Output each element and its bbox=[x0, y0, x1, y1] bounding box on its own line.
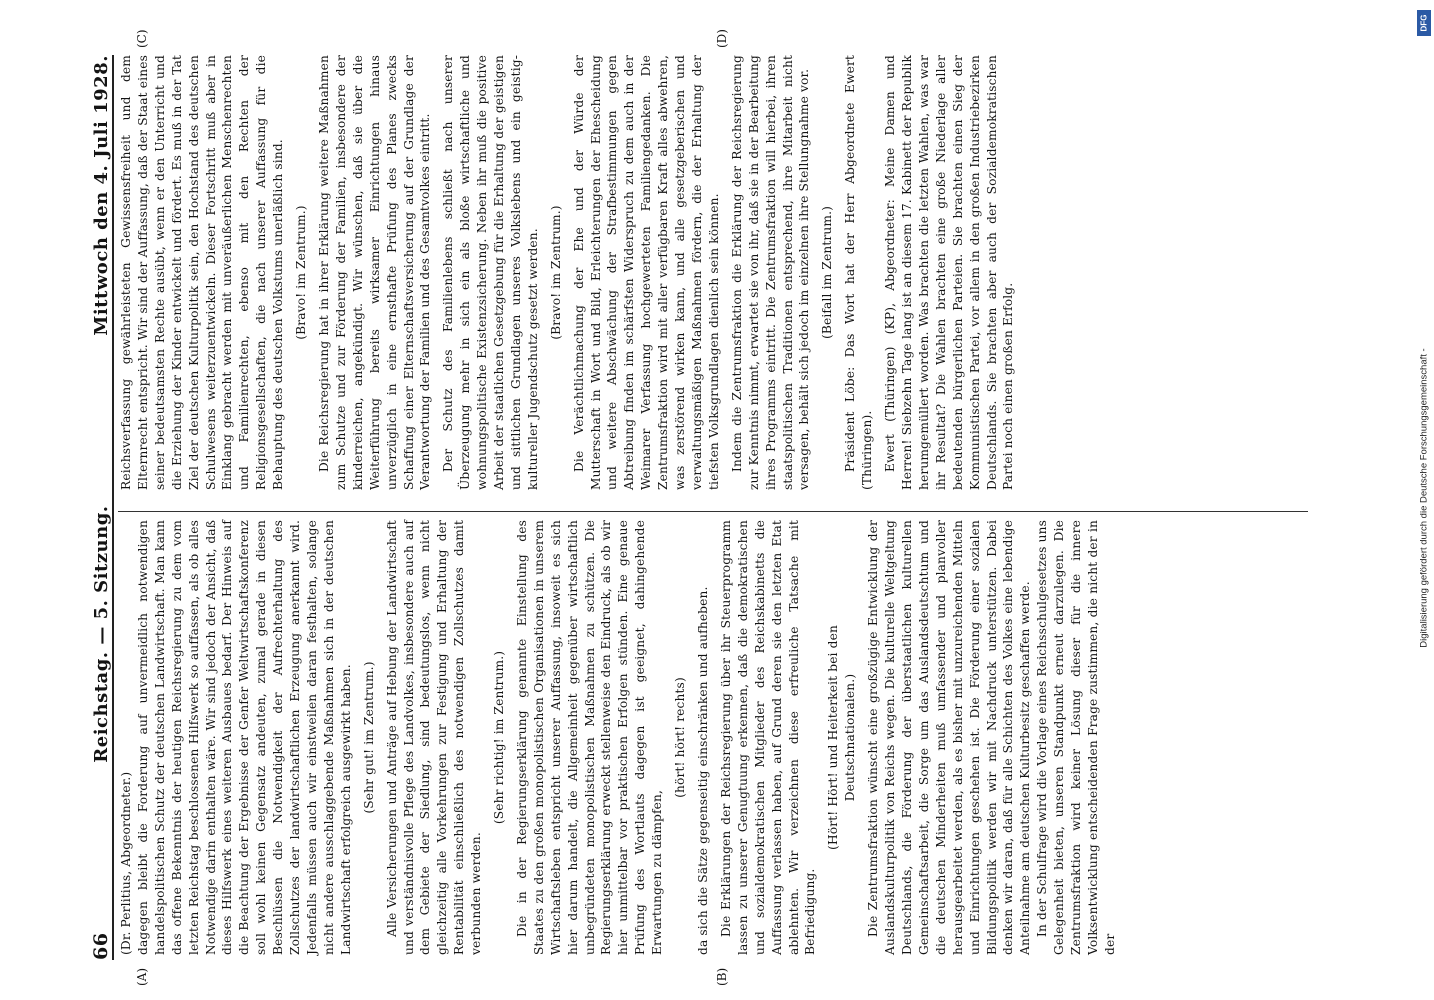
digitization-credit bbox=[1416, 8, 1432, 988]
paragraph: In der Schulfrage wird die Vorlage eines Reichsschulgesetzes uns Gelegenheit bieten, unseren Standpunkt erneut darzulegen. Die Zentrumsfraktion wird keiner Lösung dieser für die innere Volksentwicklung entscheidenden Frage zustimmen, die nicht der in der bbox=[1035, 520, 1117, 955]
page-number: 66 bbox=[90, 932, 112, 960]
paragraph: Die Erklärungen der Reichsregierung über ihr Steuerprogramm lassen zu unserer Genugtuung erkennen, daß die demokratischen und sozialdemokratischen Mitglieder des Reichskabinetts die Auffassung verlassen haben, auf Grund deren sie den letzten Etat ablehnten. Wir verzeichnen diese erfreuliche Tatsache mit Befriedigung. bbox=[718, 520, 818, 955]
speaker-line: (Dr. Perlitius, Abgeordneter.) bbox=[119, 771, 133, 955]
paragraph: da sich die Sätze gegenseitig einschränken und aufheben. bbox=[696, 586, 710, 955]
paragraph: Indem die Zentrumsfraktion die Erklärung der Reichsregierung zur Kenntnis nimmt, erwartet sie von ihr, daß sie in der Bearbeitung ihres Programms eintritt. Die Zentrumsfraktion will hierbei, ihren staatspolitischen Traditionen entsprechend, ihre Mitarbeit nicht versagen, behält sich jedoch im einzelnen ihre Stellungnahme vor. bbox=[729, 55, 812, 490]
margin-mark-c: (C) bbox=[135, 29, 149, 48]
page-header bbox=[78, 55, 114, 960]
paragraph: Präsident Löbe: Das Wort hat der Herr Abgeordnete Ewert (Thüringen). bbox=[843, 55, 875, 490]
dfg-logo-icon bbox=[1417, 10, 1431, 36]
paragraph: Die in der Regierungserklärung genannte Einstellung des Staates zu den großen monopolistischen Organisationen in unserem Wirtschaftsleben entspricht unserer Auffassung, insoweit es sich hier darum handelt, die Allgemeinheit gegenüber wirtschaftlich unbegründeten monopolistischen Maßnahmen zu schützen. Die Regierungserklärung erweckt stellenweise den Eindruck, als ob wir hier unmittelbar vor praktischen Erfolgen stünden. Eine genaue Prüfung des Wortlauts dagegen ist geeignet, dahingehende Erwartungen zu dämpfen, bbox=[514, 520, 665, 955]
paragraph: dagegen bleibt die Forderung auf unvermeidlich notwendigen handelspolitischen Schutz der deutschen Landwirtschaft. Man kann das offene Bekenntnis der heutigen Reichsregierung zu dem vom letzten Reichstag beschlossenen Hilfswerk so auffassen, als ob alles Notwendige darin enthalten wäre. Wir sind jedoch der Ansicht, daß dieses Hilfswerk eines weiteren Ausbaues bedarf. Der Hinweis auf die Beachtung der Ergebnisse der Genfer Weltwirtschaftskonferenz soll wohl keinen Gegensatz andeuten, zumal gerade in diesen Beschlüssen die Notwendigkeit der Aufrechterhaltung des Zollschutzes der landwirtschaftlichen Erzeugung anerkannt wird. Jedenfalls müssen auch wir einstweilen daran festhalten, solange nicht andere ausschlaggebende Maßnahmen sich in der deutschen Landwirtschaft erfolgreich ausgewirkt haben. bbox=[135, 520, 353, 955]
column-divider bbox=[118, 511, 1308, 512]
interjection: (Sehr gut! im Zentrum.) bbox=[361, 661, 376, 814]
right-column bbox=[118, 55, 1017, 490]
interjection: (Sehr richtig! im Zentrum.) bbox=[492, 650, 507, 825]
paragraph: Der Schutz des Familienlebens schließt nach unserer Überzeugung mehr in sich ein als bloße wirtschaftliche und wohnungspolitische Existenzsicherung. Neben ihr muß die positive Arbeit der staatlichen Gesetzgebung für die Erhaltung der geistigen und sittlichen Grundlagen unseres Volkslebens und ein geistig-kultureller Jugendschutz gesetzt werden. bbox=[441, 55, 540, 490]
paragraph: Die Zentrumsfraktion wünscht eine großzügige Entwicklung der Auslandskulturpolitik von Reichs wegen. Die kulturelle Weltgeltung Deutschlands, die Förderung der überstaatlichen kulturellen Gemeinschaftsarbeit, die Sorge um das Auslandsdeutschtum und die deutschen Minderheiten muß umfassender und planvoller herausgearbeitet werden, als es bisher mit unzureichenden Mitteln und Einrichtungen geschehen ist. Die Förderung einer sozialen Bildungspolitik werden wir mit Nachdruck unterstützen. Dabei denken wir daran, daß für alle Schichten des Volkes eine lebendige Anteilnahme am deutschen Kulturbesitz geschaffen werde. bbox=[866, 520, 1033, 955]
paragraph: Ewert (Thüringen) (KP), Abgeordneter: Meine Damen und Herren! Siebzehn Tage lang ist an diesem 17. Kabinett der Republik herumgemüllert worden. Was brachten die letzten Wahlen, was war ihr Resultat? Die Wahlen brachten eine große Niederlage aller bedeutenden bürgerlichen Parteien. Sie brachten einen Sieg der Kommunistischen Partei, vor allem in den großen Industriebezirken Deutschlands. Sie brachten aber auch der Sozialdemokratischen Partei noch einen großen Erfolg. bbox=[883, 55, 1016, 490]
paragraph: Die Verächtlichmachung der Ehe und der Würde der Mutterschaft in Wort und Bild, Erleichterungen der Ehescheidung und weitere Abschwächung der Strafbestimmungen gegen Abtreibung finden im schärfsten Widerspruch zu dem auch in der Weimarer Verfassung hochgewerteten Familiengedanken. Die Zentrumsfraktion wird mit aller verfügbaren Kraft alles abwehren, was zerstörend wirken kann, und alle gesetzgeberischen und verwaltungsmäßigen Maßnahmen fördern, die der Erhaltung der tiefsten Volksgrundlagen dienlich sein können. bbox=[571, 55, 721, 490]
margin-mark-d: (D) bbox=[715, 29, 729, 48]
paragraph: Die Reichsregierung hat in ihrer Erklärung weitere Maßnahmen zum Schutze und zur Förderung der Familien, insbesondere der kinderreichen, angekündigt. Wir wünschen, daß sie über die Weiterführung bereits wirksamer Einrichtungen hinaus unverzüglich in eine ernsthafte Prüfung des Planes zwecks Schaffung einer Elternschaftsversicherung auf der Grundlage der Verantwortung der Familien und des Gesamtvolkes eintritt. bbox=[316, 55, 433, 490]
dfg-logo-text: DFG bbox=[1419, 14, 1429, 32]
margin-mark-b: (B) bbox=[715, 967, 729, 986]
interjection: (Beifall im Zentrum.) bbox=[820, 205, 835, 340]
credit-text: Digitalisierung gefördert durch die Deutsche Forschungsgemeinschaft - bbox=[1418, 348, 1430, 648]
left-column bbox=[118, 520, 1119, 955]
right-running-title: Mittwoch den 4. Juli 1928. bbox=[91, 55, 112, 336]
margin-mark-a: (A) bbox=[135, 967, 149, 986]
interjection: (Hört! Hört! und Heiterkeit bei den bbox=[826, 625, 841, 850]
paragraph: Alle Versicherungen und Anträge auf Hebung der Landwirtschaft und verständnisvolle Pflege des Landvolkes, insbesondere auch auf dem Gebiete der Siedlung, sind bedeutungslos, wenn nicht gleichzeitig alle Vorkehrungen zur Festigung und Erhaltung der Rentabilität einschließlich des notwendigen Zollschutzes damit verbunden werden. bbox=[384, 520, 484, 955]
interjection: (Bravo! im Zentrum.) bbox=[294, 205, 309, 340]
paragraph: Reichsverfassung gewährleisteten Gewissensfreiheit und dem Elternrecht entspricht. Wir sind der Auffassung, daß der Staat eines seiner bedeutsamsten Rechte ausübt, wenn er den Unterricht und die Erziehung der Kinder entwickelt und fördert. Es muß in der Tat Ziel der deutschen Kulturpolitik sein, den Hochstand des deutschen Schulwesens weiterzuentwickeln. Dieser Fortschritt muß aber in Einklang gebracht werden mit unveräußerlichen Menschenrechten und Familienrechten, ebenso mit den Rechten der Religionsgesellschaften, die nach unserer Auffassung für die Behauptung des deutschen Volkstums unerläßlich sind. bbox=[119, 55, 286, 490]
left-running-title: Reichstag. — 5. Sitzung. bbox=[91, 505, 112, 763]
interjection: (Bravo! im Zentrum.) bbox=[548, 205, 563, 340]
interjection: (hört! hört! rechts) bbox=[673, 677, 688, 798]
interjection: Deutschnationalen.) bbox=[843, 673, 858, 802]
